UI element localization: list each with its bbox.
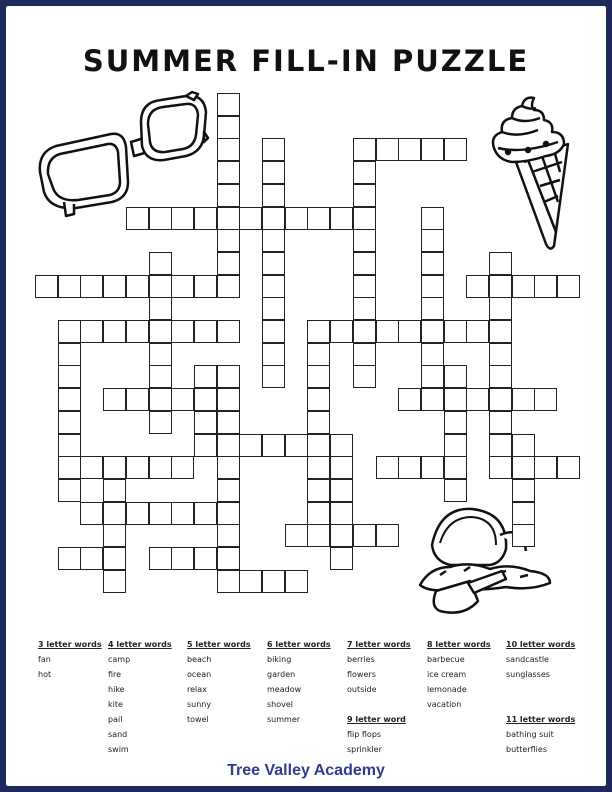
word-list-item: hike [108,685,125,694]
word-list-item: berries [347,655,375,664]
grid-cell[interactable] [194,547,217,570]
grid-cell[interactable] [353,297,376,320]
grid-cell[interactable] [194,365,217,388]
grid-cell[interactable] [149,252,172,275]
grid-cell[interactable] [330,434,353,457]
word-list-item: hot [38,670,52,679]
word-list-item: camp [108,655,131,664]
grid-cell[interactable] [217,252,240,275]
grid-cell[interactable] [80,502,103,525]
grid-cell[interactable] [149,343,172,366]
grid-cell[interactable] [126,502,149,525]
grid-cell[interactable] [512,479,535,502]
grid-cell[interactable] [217,184,240,207]
grid-cell[interactable] [149,207,172,230]
grid-cell[interactable] [534,275,557,298]
grid-cell[interactable] [353,184,376,207]
grid-cell[interactable] [126,275,149,298]
grid-cell[interactable] [217,434,240,457]
word-list-item: lemonade [427,685,467,694]
grid-cell[interactable] [307,479,330,502]
grid-cell[interactable] [489,434,512,457]
grid-cell[interactable] [307,434,330,457]
grid-cell[interactable] [262,252,285,275]
word-list-4-letter: 4 letter words camp fire hike kite pail sand swim [108,637,172,757]
grid-cell[interactable] [103,456,126,479]
grid-cell[interactable] [353,365,376,388]
word-list-item: ocean [187,670,212,679]
grid-cell[interactable] [421,320,444,343]
grid-cell[interactable] [194,411,217,434]
grid-cell[interactable] [149,275,172,298]
grid-cell[interactable] [376,456,399,479]
grid-cell[interactable] [421,456,444,479]
grid-cell[interactable] [421,365,444,388]
grid-cell[interactable] [353,524,376,547]
grid-cell[interactable] [149,320,172,343]
grid-cell[interactable] [353,275,376,298]
grid-cell[interactable] [194,502,217,525]
grid-cell[interactable] [239,570,262,593]
grid-cell[interactable] [512,456,535,479]
grid-cell[interactable] [262,229,285,252]
grid-cell[interactable] [217,116,240,139]
grid-cell[interactable] [126,388,149,411]
grid-cell[interactable] [330,502,353,525]
grid-cell[interactable] [217,161,240,184]
grid-cell[interactable] [285,434,308,457]
grid-cell[interactable] [489,252,512,275]
grid-cell[interactable] [466,275,489,298]
grid-cell[interactable] [126,320,149,343]
grid-cell[interactable] [217,207,240,230]
grid-cell[interactable] [103,502,126,525]
footer-brand: Tree Valley Academy [227,762,385,779]
grid-cell[interactable] [80,275,103,298]
word-list-item: outside [347,685,377,694]
grid-cell[interactable] [103,524,126,547]
grid-cell[interactable] [217,365,240,388]
grid-cell[interactable] [126,207,149,230]
grid-cell[interactable] [421,207,444,230]
word-list-item: sunglasses [506,670,550,679]
grid-cell[interactable] [489,365,512,388]
word-list-11-letter: 11 letter words bathing suit butterflies [506,712,575,757]
word-list-item: fan [38,655,51,664]
grid-cell[interactable] [398,388,421,411]
grid-cell[interactable] [307,343,330,366]
grid-cell[interactable] [512,275,535,298]
grid-cell[interactable] [466,320,489,343]
grid-cell[interactable] [217,388,240,411]
grid-cell[interactable] [217,411,240,434]
grid-cell[interactable] [149,365,172,388]
grid-cell[interactable] [262,320,285,343]
grid-cell[interactable] [217,502,240,525]
grid-cell[interactable] [353,252,376,275]
grid-cell[interactable] [103,275,126,298]
grid-cell[interactable] [489,275,512,298]
word-list-10-letter: 10 letter words sandcastle sunglasses [506,637,575,682]
grid-cell[interactable] [194,320,217,343]
grid-cell[interactable] [58,434,81,457]
grid-cell[interactable] [58,411,81,434]
word-list-item: vacation [427,700,462,709]
grid-cell[interactable] [512,388,535,411]
grid-cell[interactable] [171,320,194,343]
word-list-item: sandcastle [506,655,549,664]
grid-cell[interactable] [217,229,240,252]
grid-cell[interactable] [58,343,81,366]
grid-cell[interactable] [512,502,535,525]
grid-cell[interactable] [149,297,172,320]
word-list-5-letter: 5 letter words beach ocean relax sunny towel [187,637,251,727]
grid-cell[interactable] [103,570,126,593]
grid-cell[interactable] [376,524,399,547]
grid-cell[interactable] [307,456,330,479]
grid-cell[interactable] [262,297,285,320]
grid-cell[interactable] [285,570,308,593]
word-list-item: butterflies [506,745,547,754]
grid-cell[interactable] [262,138,285,161]
grid-cell[interactable] [58,388,81,411]
grid-cell[interactable] [171,275,194,298]
grid-cell[interactable] [353,343,376,366]
grid-cell[interactable] [444,138,467,161]
grid-cell[interactable] [35,275,58,298]
grid-cell[interactable] [58,479,81,502]
grid-cell[interactable] [262,570,285,593]
grid-cell[interactable] [285,207,308,230]
grid-cell[interactable] [262,343,285,366]
grid-cell[interactable] [330,524,353,547]
grid-cell[interactable] [285,524,308,547]
grid-cell[interactable] [194,275,217,298]
word-list-item: sunny [187,700,212,709]
word-list-item: shovel [267,700,294,709]
word-list-6-letter: 6 letter words biking garden meadow shovel summer [267,637,331,727]
grid-cell[interactable] [149,411,172,434]
word-list-9-letter: 9 letter word flip flops sprinkler [347,712,406,757]
word-list-item: swim [108,745,129,754]
word-list-item: ice cream [427,670,467,679]
word-list-item: kite [108,700,123,709]
grid-cell[interactable] [307,388,330,411]
grid-cell[interactable] [444,388,467,411]
grid-cell[interactable] [353,229,376,252]
grid-cell[interactable] [217,524,240,547]
grid-cell[interactable] [398,320,421,343]
word-list-7-letter: 7 letter words berries flowers outside [347,637,411,697]
grid-cell[interactable] [534,388,557,411]
grid-cell[interactable] [262,207,285,230]
grid-cell[interactable] [376,138,399,161]
grid-cell[interactable] [307,320,330,343]
grid-cell[interactable] [444,365,467,388]
grid-cell[interactable] [421,138,444,161]
grid-cell[interactable] [58,320,81,343]
grid-cell[interactable] [444,411,467,434]
grid-cell[interactable] [489,343,512,366]
grid-cell[interactable] [557,456,580,479]
grid-cell[interactable] [217,138,240,161]
grid-cell[interactable] [534,456,557,479]
grid-cell[interactable] [171,207,194,230]
grid-cell[interactable] [307,365,330,388]
word-list-item: barbecue [427,655,465,664]
word-list-8-letter: 8 letter words barbecue ice cream lemonade vacation [427,637,491,712]
grid-cell[interactable] [353,207,376,230]
grid-cell[interactable] [512,434,535,457]
grid-cell[interactable] [217,570,240,593]
word-list-item: towel [187,715,209,724]
grid-cell[interactable] [330,320,353,343]
grid-cell[interactable] [262,275,285,298]
grid-cell[interactable] [307,411,330,434]
grid-cell[interactable] [58,365,81,388]
word-list-item: sprinkler [347,745,382,754]
grid-cell[interactable] [149,502,172,525]
grid-cell[interactable] [489,456,512,479]
word-list-item: summer [267,715,301,724]
grid-cell[interactable] [444,320,467,343]
grid-cell[interactable] [239,434,262,457]
grid-cell[interactable] [217,547,240,570]
grid-cell[interactable] [262,184,285,207]
word-list-item: sand [108,730,128,739]
page-title: SUMMER FILL-IN PUZZLE [82,44,530,78]
grid-cell[interactable] [353,161,376,184]
grid-cell[interactable] [171,502,194,525]
word-list-item: biking [267,655,292,664]
grid-cell[interactable] [512,524,535,547]
grid-cell[interactable] [307,207,330,230]
grid-cell[interactable] [489,297,512,320]
grid-cell[interactable] [194,207,217,230]
grid-cell[interactable] [262,161,285,184]
grid-cell[interactable] [444,434,467,457]
grid-cell[interactable] [489,411,512,434]
grid-cell[interactable] [171,456,194,479]
grid-cell[interactable] [126,456,149,479]
grid-cell[interactable] [421,252,444,275]
grid-cell[interactable] [194,434,217,457]
grid-cell[interactable] [421,297,444,320]
grid-cell[interactable] [80,547,103,570]
grid-cell[interactable] [421,388,444,411]
grid-cell[interactable] [103,388,126,411]
grid-cell[interactable] [262,365,285,388]
grid-cell[interactable] [58,456,81,479]
grid-cell[interactable] [217,93,240,116]
grid-cell[interactable] [330,479,353,502]
grid-cell[interactable] [103,320,126,343]
ice-cream-cone-illustration [488,92,578,252]
word-list-item: beach [187,655,212,664]
grid-cell[interactable] [58,275,81,298]
word-list-3-letter: 3 letter words fan hot [38,637,102,682]
grid-cell[interactable] [376,320,399,343]
word-list-item: bathing suit [506,730,554,739]
grid-cell[interactable] [353,320,376,343]
word-list-item: fire [108,670,122,679]
grid-cell[interactable] [217,275,240,298]
grid-cell[interactable] [307,524,330,547]
grid-cell[interactable] [421,343,444,366]
word-list-item: garden [267,670,296,679]
grid-cell[interactable] [330,456,353,479]
grid-cell[interactable] [330,207,353,230]
grid-cell[interactable] [398,138,421,161]
grid-cell[interactable] [466,388,489,411]
grid-cell[interactable] [330,547,353,570]
grid-cell[interactable] [171,547,194,570]
grid-cell[interactable] [217,320,240,343]
word-list-item: pail [108,715,123,724]
grid-cell[interactable] [217,456,240,479]
grid-cell[interactable] [171,388,194,411]
sand-pail-and-shovel-illustration [410,505,560,620]
grid-cell[interactable] [489,388,512,411]
grid-cell[interactable] [103,479,126,502]
sunglasses-illustration [36,92,211,222]
grid-cell[interactable] [398,456,421,479]
word-list-item: relax [187,685,207,694]
grid-cell[interactable] [421,229,444,252]
grid-cell[interactable] [149,388,172,411]
grid-cell[interactable] [149,547,172,570]
grid-cell[interactable] [239,207,262,230]
grid-cell[interactable] [557,275,580,298]
word-list-item: flip flops [347,730,382,739]
grid-cell[interactable] [262,434,285,457]
grid-cell[interactable] [194,388,217,411]
grid-cell[interactable] [489,320,512,343]
grid-cell[interactable] [353,138,376,161]
grid-cell[interactable] [80,456,103,479]
grid-cell[interactable] [58,547,81,570]
word-list-item: meadow [267,685,302,694]
grid-cell[interactable] [307,502,330,525]
grid-cell[interactable] [444,456,467,479]
grid-cell[interactable] [217,479,240,502]
grid-cell[interactable] [80,320,103,343]
grid-cell[interactable] [421,275,444,298]
word-list-item: flowers [347,670,376,679]
grid-cell[interactable] [103,547,126,570]
grid-cell[interactable] [444,479,467,502]
grid-cell[interactable] [149,456,172,479]
